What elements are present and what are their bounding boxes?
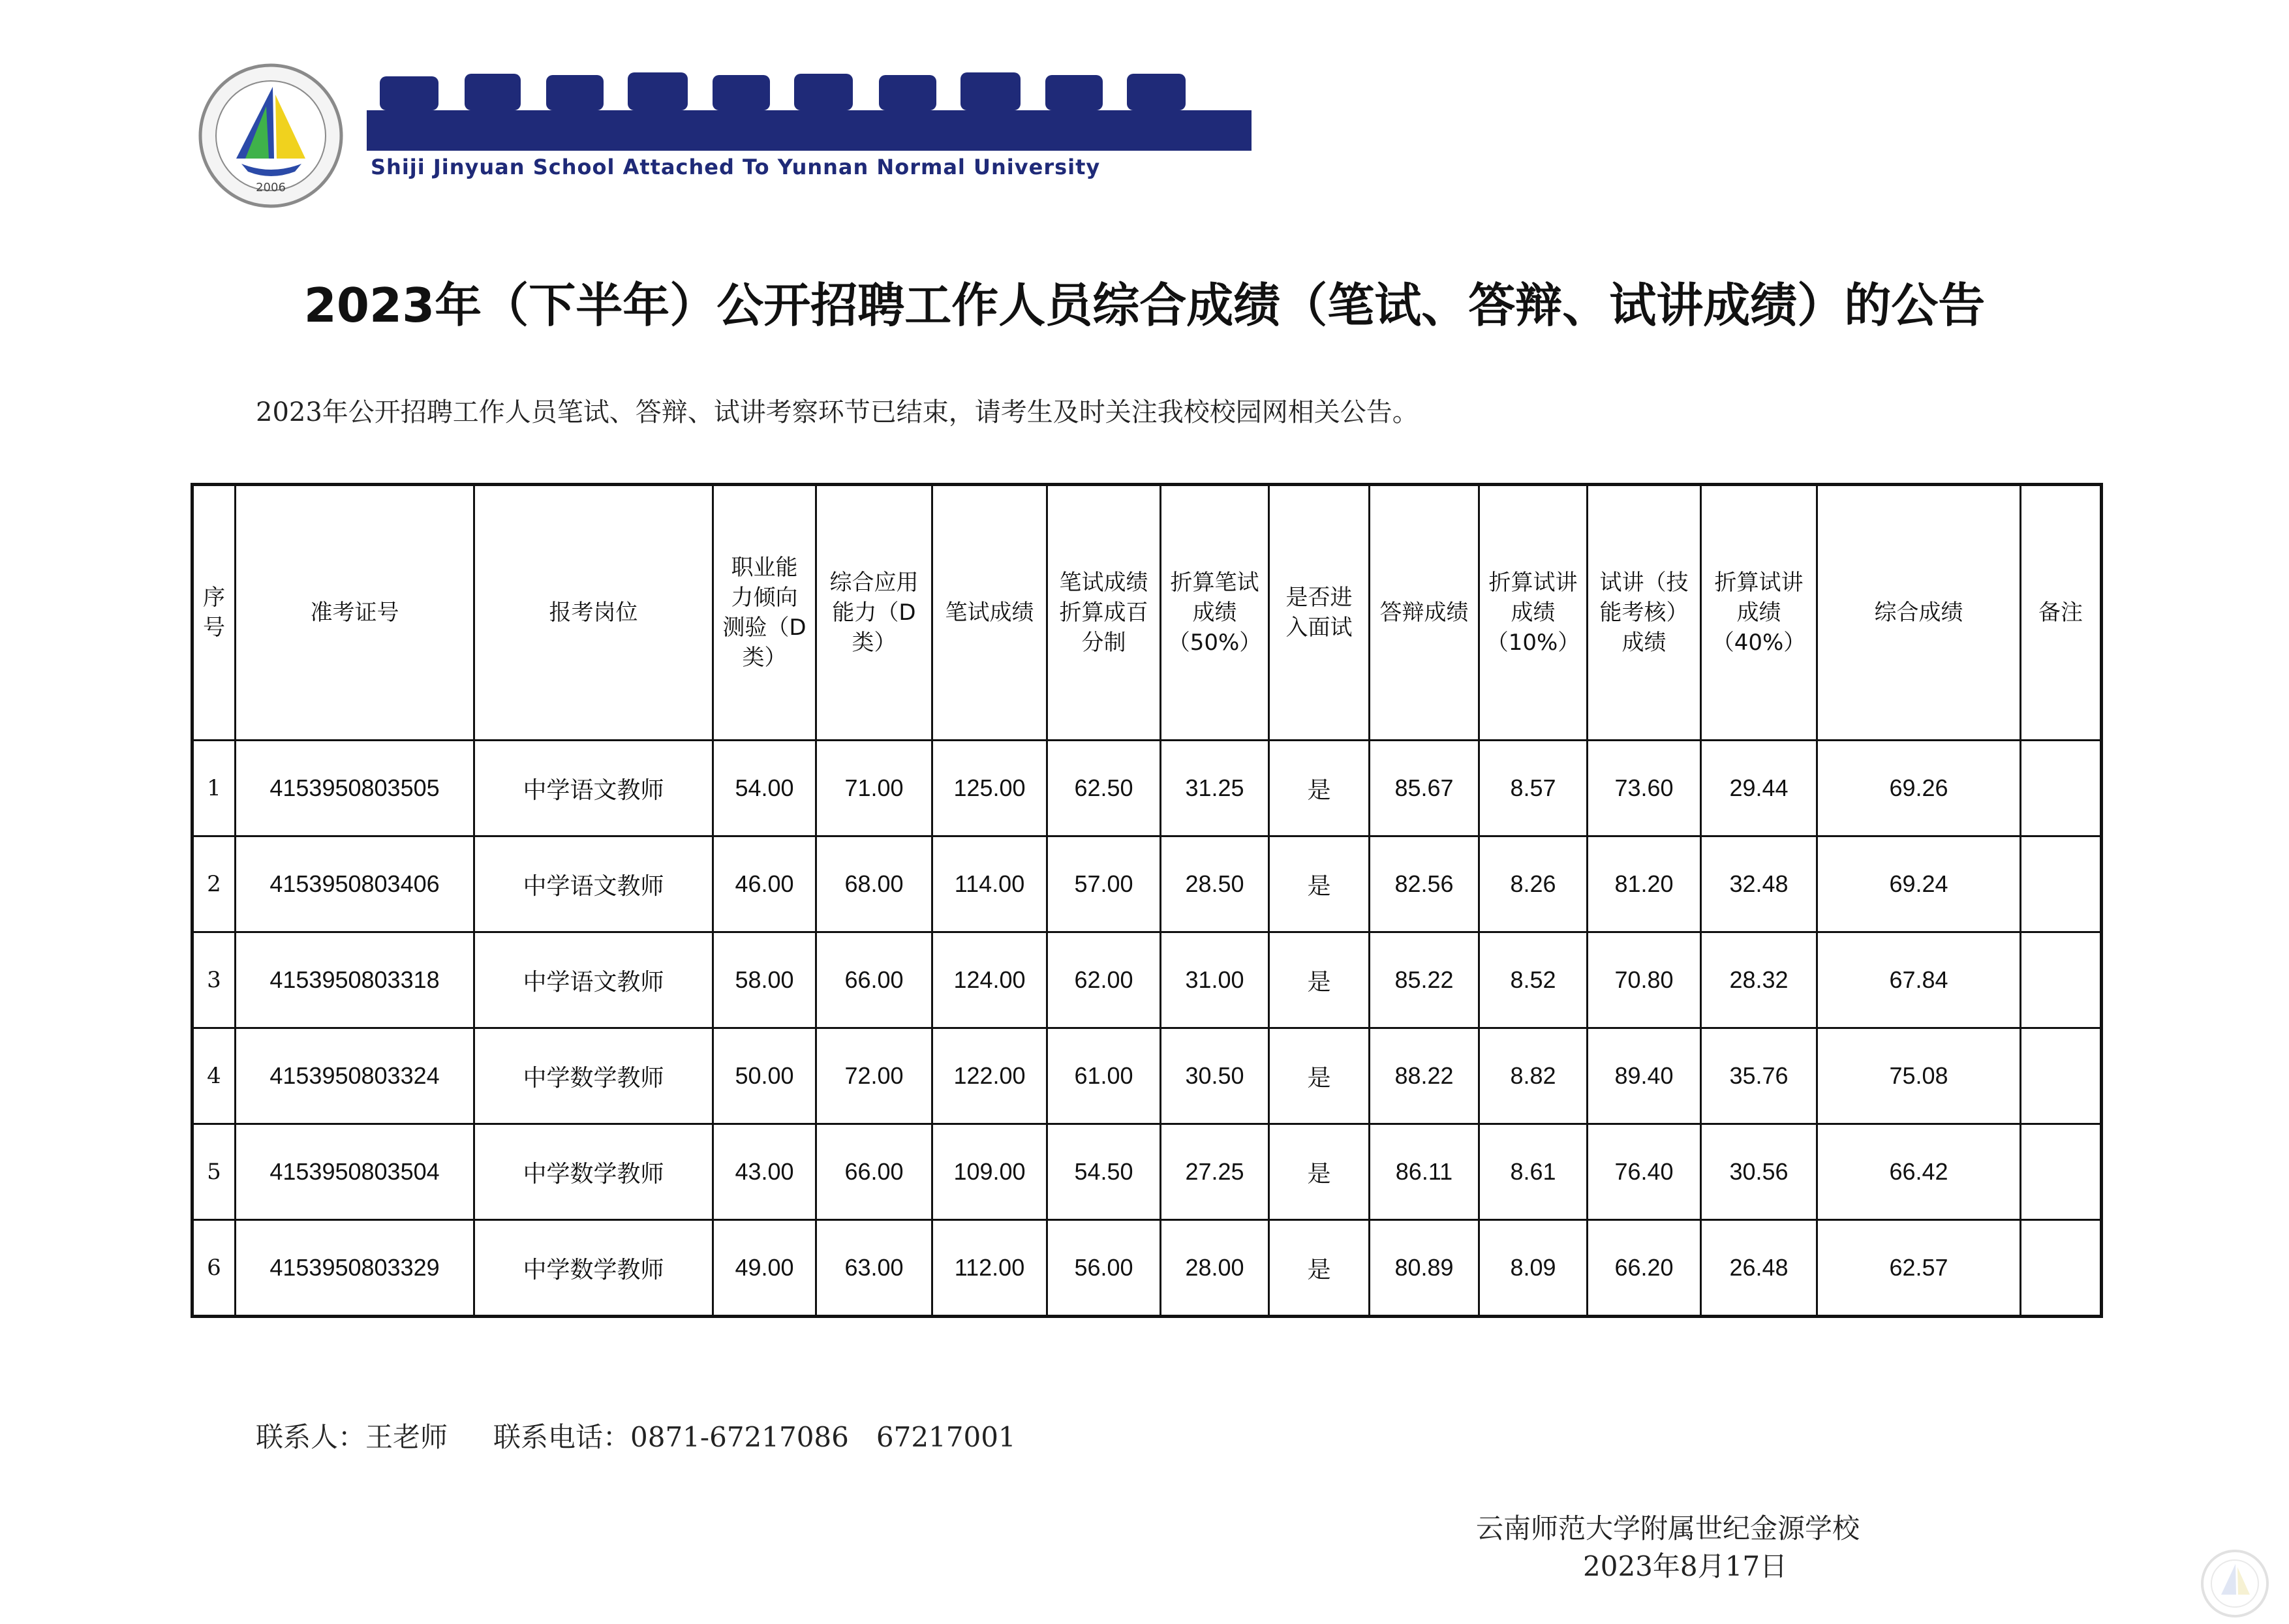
cell-interview-qualified: 是 [1269,932,1370,1028]
cell-comprehensive-ability: 66.00 [816,1124,932,1220]
cell-remarks [2021,741,2102,836]
cell-interview-qualified: 是 [1269,1028,1370,1124]
cell-interview-qualified: 是 [1269,1220,1370,1317]
cell-admission-no: 4153950803504 [236,1124,474,1220]
contact-phone: 联系电话：0871-67217086 [493,1421,849,1453]
cell-written-weighted: 28.50 [1161,836,1269,932]
contact-person: 联系人：王老师 [256,1421,448,1453]
signature-date: 2023年8月17日 [1583,1550,1788,1582]
col-header-admission-no: 准考证号 [236,485,474,741]
cell-written-percent: 57.00 [1047,836,1161,932]
cell-remarks [2021,1220,2102,1317]
cell-written-percent: 56.00 [1047,1220,1161,1317]
cell-admission-no: 4153950803324 [236,1028,474,1124]
cell-written-score: 124.00 [932,932,1047,1028]
score-table [191,483,2103,1318]
cell-position: 中学语文教师 [474,741,713,836]
cell-total-score: 67.84 [1817,932,2021,1028]
cell-written-percent: 62.50 [1047,741,1161,836]
signature-organization: 云南师范大学附属世纪金源学校 [1476,1512,1860,1544]
cell-written-percent: 62.00 [1047,932,1161,1028]
cell-written-score: 114.00 [932,836,1047,932]
cell-total-score: 66.42 [1817,1124,2021,1220]
col-header-lecture-weighted: 折算试讲 成绩 （40%） [1701,485,1817,741]
cell-seq: 4 [192,1028,236,1124]
cell-trial-lecture-score: 76.40 [1588,1124,1701,1220]
cell-total-score: 69.26 [1817,741,2021,836]
cell-lecture-weighted: 32.48 [1701,836,1817,932]
cell-trial-lecture-score: 66.20 [1588,1220,1701,1317]
cell-defense-score: 85.22 [1370,932,1479,1028]
cell-written-score: 112.00 [932,1220,1047,1317]
cell-written-score: 122.00 [932,1028,1047,1124]
col-header-total-score: 综合成绩 [1817,485,2021,741]
cell-defense-score: 86.11 [1370,1124,1479,1220]
contact-phone-alt: 67217001 [876,1421,1016,1453]
col-header-comprehensive-ability: 综合应用 能力（D 类） [816,485,932,741]
cell-aptitude-test: 54.00 [713,741,816,836]
cell-defense-weighted: 8.26 [1479,836,1588,932]
letterhead [196,49,1122,212]
table-row [192,1220,2102,1317]
col-header-seq: 序 号 [192,485,236,741]
cell-position: 中学数学教师 [474,1124,713,1220]
school-name-english: Shiji Jinyuan School Attached To Yunnan Normal University [371,155,1101,179]
cell-seq: 2 [192,836,236,932]
cell-remarks [2021,1124,2102,1220]
table-row [192,1124,2102,1220]
cell-interview-qualified: 是 [1269,1124,1370,1220]
cell-admission-no: 4153950803318 [236,932,474,1028]
cell-remarks [2021,836,2102,932]
cell-interview-qualified: 是 [1269,741,1370,836]
cell-defense-weighted: 8.82 [1479,1028,1588,1124]
cell-aptitude-test: 58.00 [713,932,816,1028]
cell-written-percent: 61.00 [1047,1028,1161,1124]
contact-line [256,1416,1016,1455]
col-header-interview-qualified: 是否进 入面试 [1269,485,1370,741]
cell-trial-lecture-score: 81.20 [1588,836,1701,932]
table-header-row [192,485,2102,741]
col-header-written-score: 笔试成绩 [932,485,1047,741]
cell-trial-lecture-score: 89.40 [1588,1028,1701,1124]
col-header-trial-lecture-score: 试讲（技 能考核） 成绩 [1588,485,1701,741]
cell-written-weighted: 27.25 [1161,1124,1269,1220]
cell-lecture-weighted: 29.44 [1701,741,1817,836]
col-header-written-percent: 笔试成绩 折算成百 分制 [1047,485,1161,741]
cell-defense-score: 88.22 [1370,1028,1479,1124]
cell-lecture-weighted: 26.48 [1701,1220,1817,1317]
cell-position: 中学语文教师 [474,932,713,1028]
cell-defense-score: 80.89 [1370,1220,1479,1317]
cell-total-score: 62.57 [1817,1220,2021,1317]
cell-written-weighted: 31.25 [1161,741,1269,836]
cell-seq: 6 [192,1220,236,1317]
cell-aptitude-test: 50.00 [713,1028,816,1124]
col-header-position: 报考岗位 [474,485,713,741]
cell-seq: 5 [192,1124,236,1220]
cell-total-score: 75.08 [1817,1028,2021,1124]
cell-written-weighted: 28.00 [1161,1220,1269,1317]
svg-text:2006: 2006 [256,181,286,194]
cell-defense-weighted: 8.52 [1479,932,1588,1028]
col-header-defense-score: 答辩成绩 [1370,485,1479,741]
cell-written-percent: 54.50 [1047,1124,1161,1220]
school-logo-icon [196,61,346,211]
cell-aptitude-test: 43.00 [713,1124,816,1220]
cell-trial-lecture-score: 70.80 [1588,932,1701,1028]
cell-admission-no: 4153950803505 [236,741,474,836]
cell-seq: 1 [192,741,236,836]
cell-lecture-weighted: 28.32 [1701,932,1817,1028]
cell-position: 中学数学教师 [474,1220,713,1317]
cell-written-score: 109.00 [932,1124,1047,1220]
cell-position: 中学数学教师 [474,1028,713,1124]
cell-comprehensive-ability: 68.00 [816,836,932,932]
cell-comprehensive-ability: 66.00 [816,932,932,1028]
cell-comprehensive-ability: 63.00 [816,1220,932,1317]
cell-defense-score: 85.67 [1370,741,1479,836]
col-header-written-weighted: 折算笔试 成绩 （50%） [1161,485,1269,741]
cell-defense-score: 82.56 [1370,836,1479,932]
cell-lecture-weighted: 30.56 [1701,1124,1817,1220]
table-row [192,741,2102,836]
cell-defense-weighted: 8.57 [1479,741,1588,836]
cell-seq: 3 [192,932,236,1028]
cell-aptitude-test: 49.00 [713,1220,816,1317]
cell-comprehensive-ability: 71.00 [816,741,932,836]
cell-written-weighted: 31.00 [1161,932,1269,1028]
cell-written-weighted: 30.50 [1161,1028,1269,1124]
table-row [192,932,2102,1028]
cell-trial-lecture-score: 73.60 [1588,741,1701,836]
cell-total-score: 69.24 [1817,836,2021,932]
page-title: 2023年（下半年）公开招聘工作人员综合成绩（笔试、答辩、试讲成绩）的公告 [303,278,1986,333]
col-header-remarks: 备注 [2021,485,2102,741]
cell-defense-weighted: 8.09 [1479,1220,1588,1317]
cell-position: 中学语文教师 [474,836,713,932]
col-header-aptitude-test: 职业能 力倾向 测验（D 类） [713,485,816,741]
cell-admission-no: 4153950803406 [236,836,474,932]
col-header-defense-weighted: 折算试讲 成绩 （10%） [1479,485,1588,741]
table-row [192,1028,2102,1124]
cell-defense-weighted: 8.61 [1479,1124,1588,1220]
cell-aptitude-test: 46.00 [713,836,816,932]
cell-lecture-weighted: 35.76 [1701,1028,1817,1124]
cell-remarks [2021,1028,2102,1124]
seal-watermark-icon [2199,1548,2271,1619]
table-row [192,836,2102,932]
cell-comprehensive-ability: 72.00 [816,1028,932,1124]
cell-written-score: 125.00 [932,741,1047,836]
cell-admission-no: 4153950803329 [236,1220,474,1317]
cell-interview-qualified: 是 [1269,836,1370,932]
intro-paragraph: 2023年公开招聘工作人员笔试、答辩、试讲考察环节已结束，请考生及时关注我校校园网相关公告。 [256,397,1419,427]
cell-remarks [2021,932,2102,1028]
